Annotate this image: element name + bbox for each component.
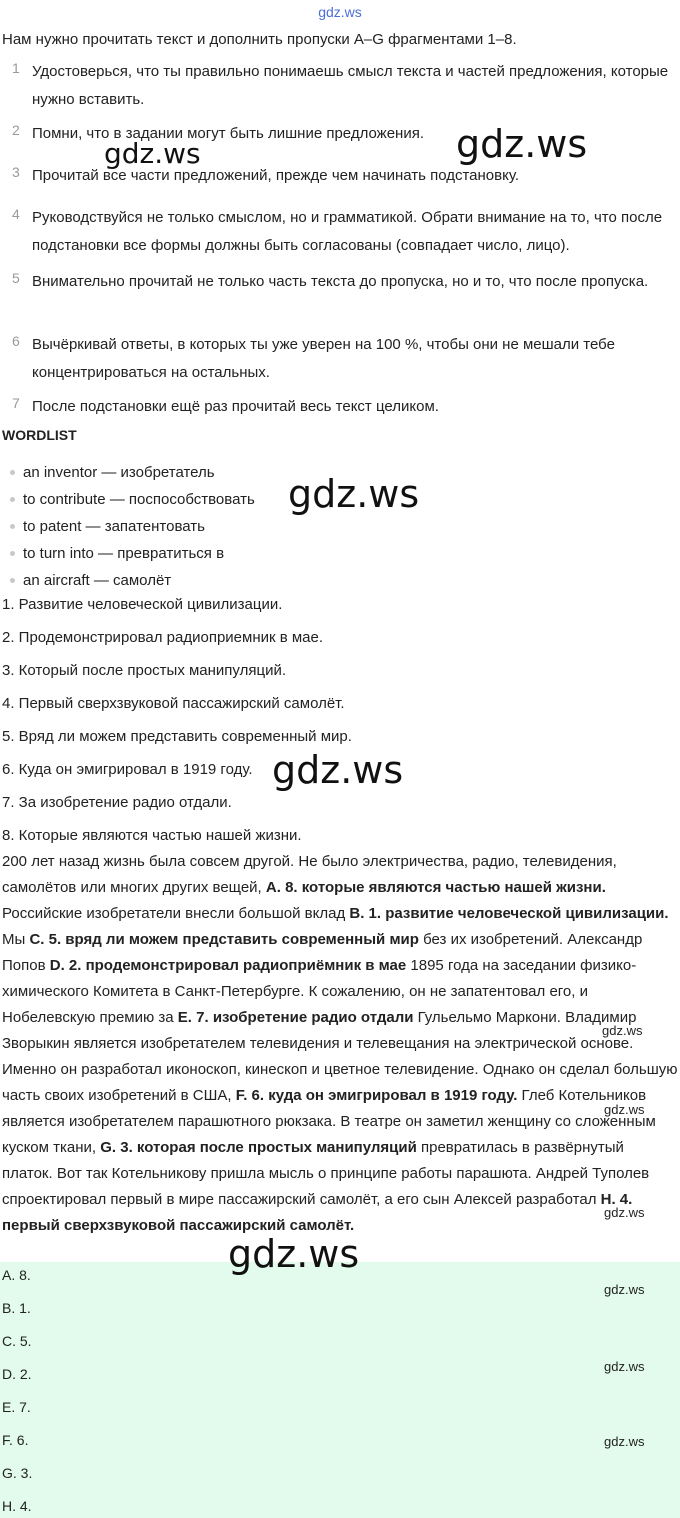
- answer-insert: F. 6. куда он эмигрировал в 1919 году.: [235, 1087, 518, 1104]
- bullet-icon: [10, 497, 15, 502]
- tip-number: 2: [12, 122, 20, 138]
- answer-insert: C. 5. вряд ли можем представить современный мир: [29, 931, 419, 948]
- answer-item: C. 5.: [2, 1333, 32, 1349]
- wordlist-heading: WORDLIST: [2, 427, 77, 443]
- answer-item: H. 4.: [2, 1498, 32, 1514]
- option-item: 3. Который после простых манипуляций.: [2, 662, 286, 679]
- option-item: 2. Продемонстрировал радиоприемник в мае.: [2, 629, 324, 646]
- wordlist-item-text: an aircraft — самолёт: [23, 572, 172, 589]
- bullet-icon: [10, 524, 15, 529]
- tip-text: Внимательно прочитай не только часть текста до пропуска, но и то, что после пропуска.: [32, 273, 649, 290]
- option-item: 6. Куда он эмигрировал в 1919 году.: [2, 761, 253, 778]
- watermark: gdz.ws: [104, 137, 201, 170]
- wordlist-item: [10, 543, 224, 565]
- answer-insert: A. 8. которые являются частью нашей жизни.: [265, 879, 606, 896]
- watermark: gdz.ws: [228, 1232, 360, 1276]
- wordlist-item: [10, 462, 215, 484]
- answer-insert: E. 7. изобретение радио отдали: [177, 1009, 414, 1026]
- tip-number: 1: [12, 60, 20, 76]
- watermark: gdz.ws: [456, 122, 588, 166]
- tip-text: Помни, что в задании могут быть лишние предложения.: [32, 125, 424, 142]
- watermark: gdz.ws: [604, 1102, 645, 1117]
- text-segment: превратилась в развёрнутый платок. Вот так Котельникову пришла мысль о принципе работы парашюта. Андрей Туполев спроектировал первый в мире пассажирский самолёт, а его сын Алексей разработал: [2, 1139, 650, 1208]
- option-item: 5. Вряд ли можем представить современный мир.: [2, 728, 352, 745]
- watermark: gdz.ws: [288, 472, 420, 516]
- watermark: gdz.ws: [602, 1023, 643, 1038]
- watermark: gdz.ws: [604, 1359, 645, 1374]
- text-segment: Гульельмо Маркони. Владимир Зворыкин является изобретателем телевидения и телевещания на электрической основе. Именно он разработал иконоскоп, кинескоп и цветное телевидение. Однако он сделал большую часть своих изобретений в США,: [2, 1009, 678, 1104]
- option-item: 1. Развитие человеческой цивилизации.: [2, 596, 283, 613]
- tip-number: 7: [12, 395, 20, 411]
- answer-item: D. 2.: [2, 1366, 32, 1382]
- watermark-top: gdz.ws: [318, 4, 362, 20]
- wordlist-item: [10, 516, 205, 538]
- option-item: 7. За изобретение радио отдали.: [2, 794, 232, 811]
- option-item: 4. Первый сверхзвуковой пассажирский самолёт.: [2, 695, 345, 712]
- task-intro: Нам нужно прочитать текст и дополнить пропуски A–G фрагментами 1–8.: [2, 31, 517, 48]
- bullet-icon: [10, 578, 15, 583]
- watermark: gdz.ws: [604, 1205, 645, 1220]
- text-segment: Глеб Котельников является изобретателем парашютного рюкзака. В театре он заметил женщину со сложенным куском ткани,: [2, 1087, 656, 1156]
- answer-item: F. 6.: [2, 1432, 29, 1448]
- answer-insert: G. 3. которая после простых манипуляций: [100, 1139, 417, 1156]
- completed-text: [2, 849, 678, 1239]
- answer-insert: B. 1. развитие человеческой цивилизации.: [349, 905, 669, 922]
- option-item: 8. Которые являются частью нашей жизни.: [2, 827, 302, 844]
- text-segment: 200 лет назад жизнь была совсем другой. Не было электричества, радио, телевидения, самолётов или многих других вещей,: [2, 853, 617, 896]
- wordlist-item-text: to contribute — поспособствовать: [23, 491, 255, 508]
- answer-item: A. 8.: [2, 1267, 31, 1283]
- text-segment: без их изобретений. Александр Попов: [2, 931, 643, 974]
- wordlist-item-text: to patent — запатентовать: [23, 518, 205, 535]
- bullet-icon: [10, 551, 15, 556]
- tip-number: 4: [12, 206, 20, 222]
- watermark: gdz.ws: [272, 748, 404, 792]
- tip-text: Удостоверься, что ты правильно понимаешь смысл текста и частей предложения, которые нужно вставить.: [32, 63, 669, 108]
- tip-text: Вычёркивай ответы, в которых ты уже уверен на 100 %, чтобы они не мешали тебе концентрироваться на остальных.: [32, 336, 615, 381]
- tip-number: 5: [12, 270, 20, 286]
- wordlist-item-text: to turn into — превратиться в: [23, 545, 225, 562]
- tip-text: Прочитай все части предложений, прежде чем начинать подстановку.: [32, 167, 520, 184]
- text-segment: Мы: [2, 931, 30, 948]
- answer-item: G. 3.: [2, 1465, 33, 1481]
- answer-insert: D. 2. продемонстрировал радиоприёмник в мае: [49, 957, 407, 974]
- wordlist-item: [10, 489, 255, 511]
- answer-item: B. 1.: [2, 1300, 31, 1316]
- text-segment: 1895 года на заседании физико-химического Комитета в Санкт-Петербурге. К сожалению, он не запатентовал его, и Нобелевскую премию за: [2, 957, 637, 1026]
- answer-item: E. 7.: [2, 1399, 31, 1415]
- watermark: gdz.ws: [604, 1434, 645, 1449]
- wordlist-item-text: an inventor — изобретатель: [23, 464, 215, 481]
- tip-text: Руководствуйся не только смыслом, но и грамматикой. Обрати внимание на то, что после подстановки все формы должны быть согласованы (совпадает число, лицо).: [32, 209, 663, 254]
- tip-number: 6: [12, 333, 20, 349]
- watermark: gdz.ws: [604, 1282, 645, 1297]
- answers-panel: [0, 1262, 680, 1518]
- answer-insert: H. 4. первый сверхзвуковой пассажирский самолёт.: [2, 1191, 633, 1234]
- wordlist-item: [10, 570, 171, 592]
- bullet-icon: [10, 470, 15, 475]
- tip-text: После подстановки ещё раз прочитай весь текст целиком.: [32, 398, 439, 415]
- text-segment: Российские изобретатели внесли большой вклад: [2, 905, 350, 922]
- tip-number: 3: [12, 164, 20, 180]
